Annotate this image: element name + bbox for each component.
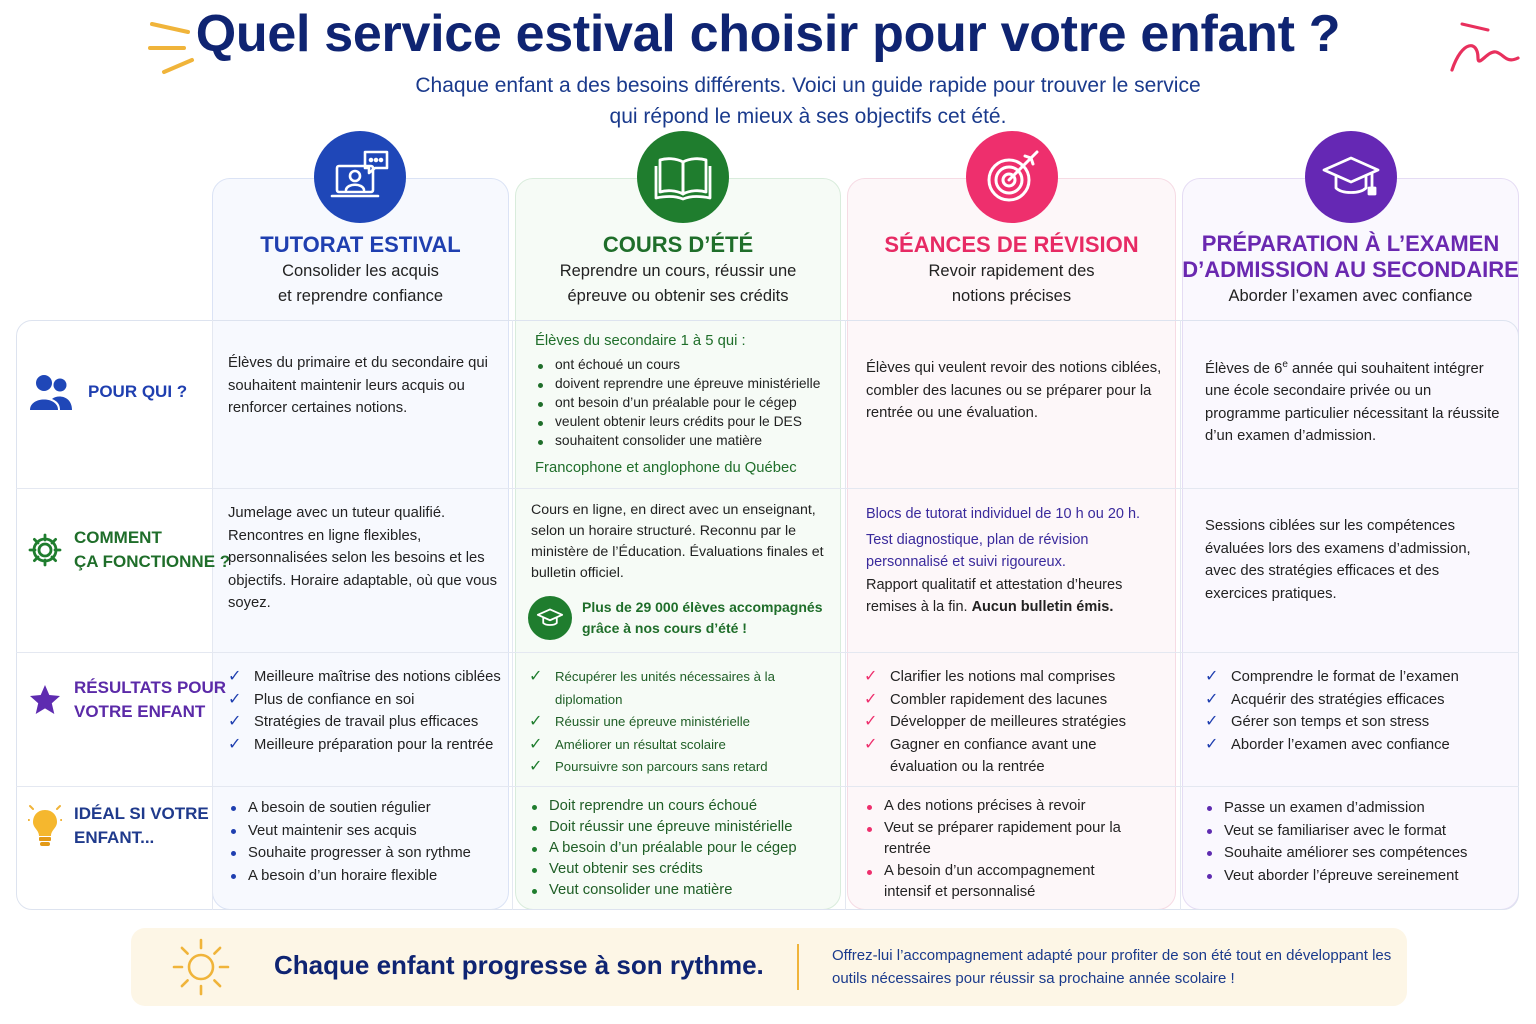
column-divider	[1180, 320, 1181, 910]
column-divider	[845, 320, 846, 910]
online-tutor-icon	[314, 131, 406, 223]
column-subtitle-tutorat: Consolider les acquis et reprendre confiance	[277, 262, 444, 305]
lightbulb-icon	[28, 804, 62, 848]
column-title-preparation: PRÉPARATION À L’EXAMEN D’ADMISSION AU SECONDAIRE	[1182, 231, 1519, 282]
row-label-ideal: IDÉAL SI VOTRE ENFANT...	[28, 802, 209, 850]
cours-audience-list: ont échoué un cours doivent reprendre une épreuve ministérielle ont besoin d’un préalable pour le cégep veulent obtenir leurs crédits pour le DES souhaitent consolider une matière	[535, 355, 835, 451]
column-title-revision: SÉANCES DE RÉVISION	[884, 232, 1139, 257]
graduation-cap-icon	[1305, 131, 1397, 223]
page-subtitle: Chaque enfant a des besoins différents. Voici un guide rapide pour trouver le service qui répond le mieux à ses objectifs cet été.	[415, 74, 1201, 128]
cell-comment-preparation: Sessions ciblées sur les compétences évaluées lors des examens d’admission, avec des stratégies efficaces et des exercices pratiques.	[1205, 518, 1471, 602]
cell-resultats-tutorat: ✓ Meilleure maîtrise des notions ciblées ✓ Plus de confiance en soi ✓ Stratégies de travail plus efficaces ✓ Meilleure préparation pour la rentrée	[228, 668, 501, 753]
banner-title: Chaque enfant progresse à son rythme.	[274, 950, 764, 980]
column-title-tutorat: TUTORAT ESTIVAL	[260, 232, 461, 257]
banner-text: Offrez-lui l’accompagnement adapté pour profiter de son été tout en développant les outils nécessaires pour réussir sa prochaine année scolaire !	[832, 947, 1392, 987]
target-icon	[966, 131, 1058, 223]
row-label-resultats: RÉSULTATS POUR VOTRE ENFANT	[28, 676, 226, 724]
cell-resultats-cours: ✓ Récupérer les unités nécessaires à la diplomation ✓ Réussir une épreuve ministérielle ✓ Améliorer un résultat scolaire ✓ Poursuivre son parcours sans retard	[529, 668, 775, 775]
cell-ideal-cours: Doit reprendre un cours échoué Doit réussir une épreuve ministérielle A besoin d’un préalable pour le cégep Veut obtenir ses crédits Veut consolider une matière	[529, 796, 839, 901]
column-subtitle-preparation: Aborder l’examen avec confiance	[1228, 287, 1473, 305]
cours-stat-badge: Plus de 29 000 élèves accompagnés grâce à nos cours d’été !	[528, 596, 822, 640]
cell-pour-qui-cours: Élèves du secondaire 1 à 5 qui : ont échoué un cours doivent reprendre une épreuve ministérielle ont besoin d’un préalable pour le cégep veulent obtenir leurs crédits pour le DES souhaitent consolider une matière Francophone et anglophone du Québec	[535, 330, 835, 479]
cell-ideal-tutorat: A besoin de soutien régulier Veut maintenir ses acquis Souhaite progresser à son rythme A besoin d’un horaire flexible	[228, 797, 508, 887]
open-book-icon	[637, 131, 729, 223]
page-title: Quel service estival choisir pour votre enfant ?	[195, 5, 1341, 63]
row-divider	[16, 786, 1519, 787]
cell-comment-revision: Blocs de tutorat individuel de 10 h ou 20 h. Test diagnostique, plan de révision personnalisé et suivi rigoureux. Rapport qualitatif et attestation d’heures remises à la fin. Aucun bulletin émis.	[866, 506, 1141, 615]
cell-pour-qui-preparation: Élèves de 6e année qui souhaitent intégrer une école secondaire privée ou un programme particulier nécessitant la réussite d’un examen d’admission.	[1205, 359, 1500, 445]
cell-resultats-preparation: ✓ Comprendre le format de l’examen ✓ Acquérir des stratégies efficaces ✓ Gérer son temps et son stress ✓ Aborder l’examen avec confiance	[1205, 668, 1459, 753]
graduation-cap-icon	[528, 596, 572, 640]
column-subtitle-cours: Reprendre un cours, réussir une épreuve ou obtenir ses crédits	[559, 262, 797, 305]
cell-pour-qui-tutorat: Élèves du primaire et du secondaire qui souhaitent maintenir leurs acquis ou renforcer certaines notions.	[228, 355, 488, 416]
row-label-comment: COMMENT ÇA FONCTIONNE ?	[28, 526, 230, 574]
column-title-cours: COURS D’ÉTÉ	[602, 232, 754, 257]
sun-icon	[170, 936, 232, 998]
star-icon	[28, 683, 62, 717]
row-label-pour-qui: POUR QUI ?	[28, 372, 187, 412]
row-divider	[16, 652, 1519, 653]
row-divider	[16, 488, 1519, 489]
people-icon	[28, 372, 74, 412]
cell-comment-tutorat: Jumelage avec un tuteur qualifié. Rencontres en ligne flexibles, personnalisées selon les besoins et les objectifs. Horaire adaptable, où que vous soyez.	[228, 505, 497, 611]
gear-icon	[28, 533, 62, 567]
cell-ideal-revision: A des notions précises à revoir Veut se préparer rapidement pour la rentrée A besoin d’un accompagnement intensif et personnalisé	[864, 796, 1134, 904]
banner-divider	[797, 944, 799, 990]
column-divider	[212, 320, 213, 910]
column-divider	[512, 320, 513, 910]
cell-resultats-revision: ✓ Clarifier les notions mal comprises ✓ Combler rapidement des lacunes ✓ Développer de meilleures stratégies ✓ Gagner en confiance avant une évaluation ou la rentrée	[864, 668, 1127, 775]
cell-ideal-preparation: Passe un examen d’admission Veut se familiariser avec le format Souhaite améliorer ses compétences Veut aborder l’épreuve sereinement	[1204, 797, 1504, 887]
cell-comment-cours: Cours en ligne, en direct avec un enseignant, selon un horaire structuré. Reconnu par le ministère de l’Éducation. Évaluations finales et bulletin officiel.	[531, 502, 824, 581]
cell-pour-qui-revision: Élèves qui veulent revoir des notions ciblées, combler des lacunes ou se préparer pour la rentrée ou une évaluation.	[866, 360, 1162, 421]
column-subtitle-revision: Revoir rapidement des notions précises	[928, 262, 1095, 305]
